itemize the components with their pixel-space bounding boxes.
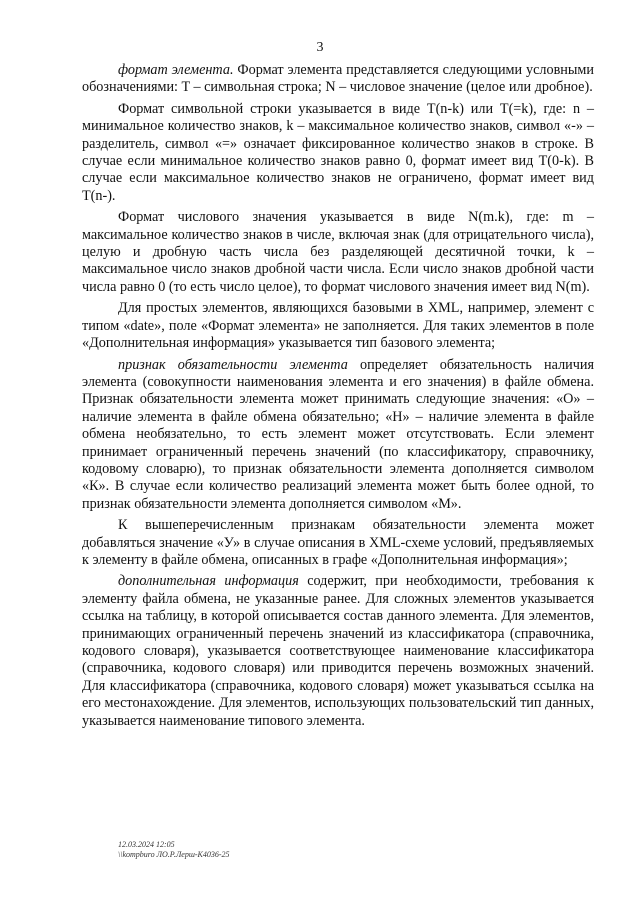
paragraph-element-format [82,62,594,97]
print-footer [118,840,230,860]
paragraph-text: определяет обязательность наличия элемента (совокупности наименования элемента и его значения) в файле обмена. Признак обязательности элемента может принимать следующие значения: «О» – наличие элемента в файле обмена обязательно; «Н» – наличие элемента в файле обмена необязательно, то есть элемент может отсутствовать. Если элемент принимает ограниченный перечень значений (по классификатору, справочнику, кодовому словарю), то признак обязательности элемента дополняется символом «К». В случае если количество реализаций элемента может быть более одной, то признак обязательности элемента дополняется символом «М». [82,356,594,512]
footer-timestamp: 12.03.2024 12:05 [118,840,175,849]
paragraph-text: Формат символьной строки указывается в виде T(n-k) или T(=k), где: n – минимальное количество знаков, k – максимальное количество знаков, символ «-» – разделитель, символ «=» означает фиксированное количество знаков в строке. В случае если минимальное количество знаков равно 0, формат имеет вид T(0-k). В случае если максимальное количество знаков не ограничено, формат имеет вид T(n-). [82,100,594,204]
paragraph-string-format [82,101,594,205]
paragraph-text: К вышеперечисленным признакам обязательности элемента может добавляться значение «У» в случае описания в XML-схеме условий, предъявляемых к элементу в файле обмена, описанных в графе «Дополнительная информация»; [82,517,594,568]
paragraph-text: содержит, при необходимости, требования к элементу файла обмена, не указанные ранее. Для сложных элементов указывается ссылка на таблицу, в которой описывается состав данного элемента. Для элементов, принимающих ограниченный перечень значений из классификатора (справочника, кодового словаря), указывается соответствующее наименование классификатора (справочника, кодового словаря) или приводится перечень возможных значений. Для классификатора (справочника, кодового словаря) может указываться ссылка на его местонахождение. Для элементов, использующих пользовательский тип данных, указывается наименование типового элемента. [82,573,594,729]
term-required-flag: признак обязательности элемента [118,356,348,373]
paragraph-conditional-flag [82,517,594,569]
paragraph-text: Для простых элементов, являющихся базовыми в XML, например, элемент с типом «date», поле «Формат элемента» не заполняется. Для таких элементов в поле «Дополнительная информация» указывается тип базового элемента; [82,300,594,352]
term-additional-info: дополнительная информация [118,573,299,590]
document-body [82,62,594,730]
paragraph-numeric-format [82,209,594,296]
page-number: 3 [316,40,324,55]
paragraph-text: Формат числового значения указывается в виде N(m.k), где: m – максимальное количество знаков в числе, включая знак (для отрицательного числа), целую и дробную часть числа без разделяющей десятичной точки, k – максимальное число знаков дробной части числа. Если число знаков дробной части числа равно 0 (то есть число целое), то формат числового значения имеет вид N(m). [82,209,594,295]
paragraph-simple-elements [82,300,594,352]
footer-file-path: \\kompburo ЛО.Р.Лерш-К4036-25 [118,850,230,859]
paragraph-additional-info [82,573,594,730]
paragraph-required-flag [82,357,594,514]
paragraph-text: Формат элемента представляется следующими условными обозначениями: T – символьная строка; N – числовое значение (целое или дробное). [82,62,594,96]
term-element-format: формат элемента. [118,62,234,78]
